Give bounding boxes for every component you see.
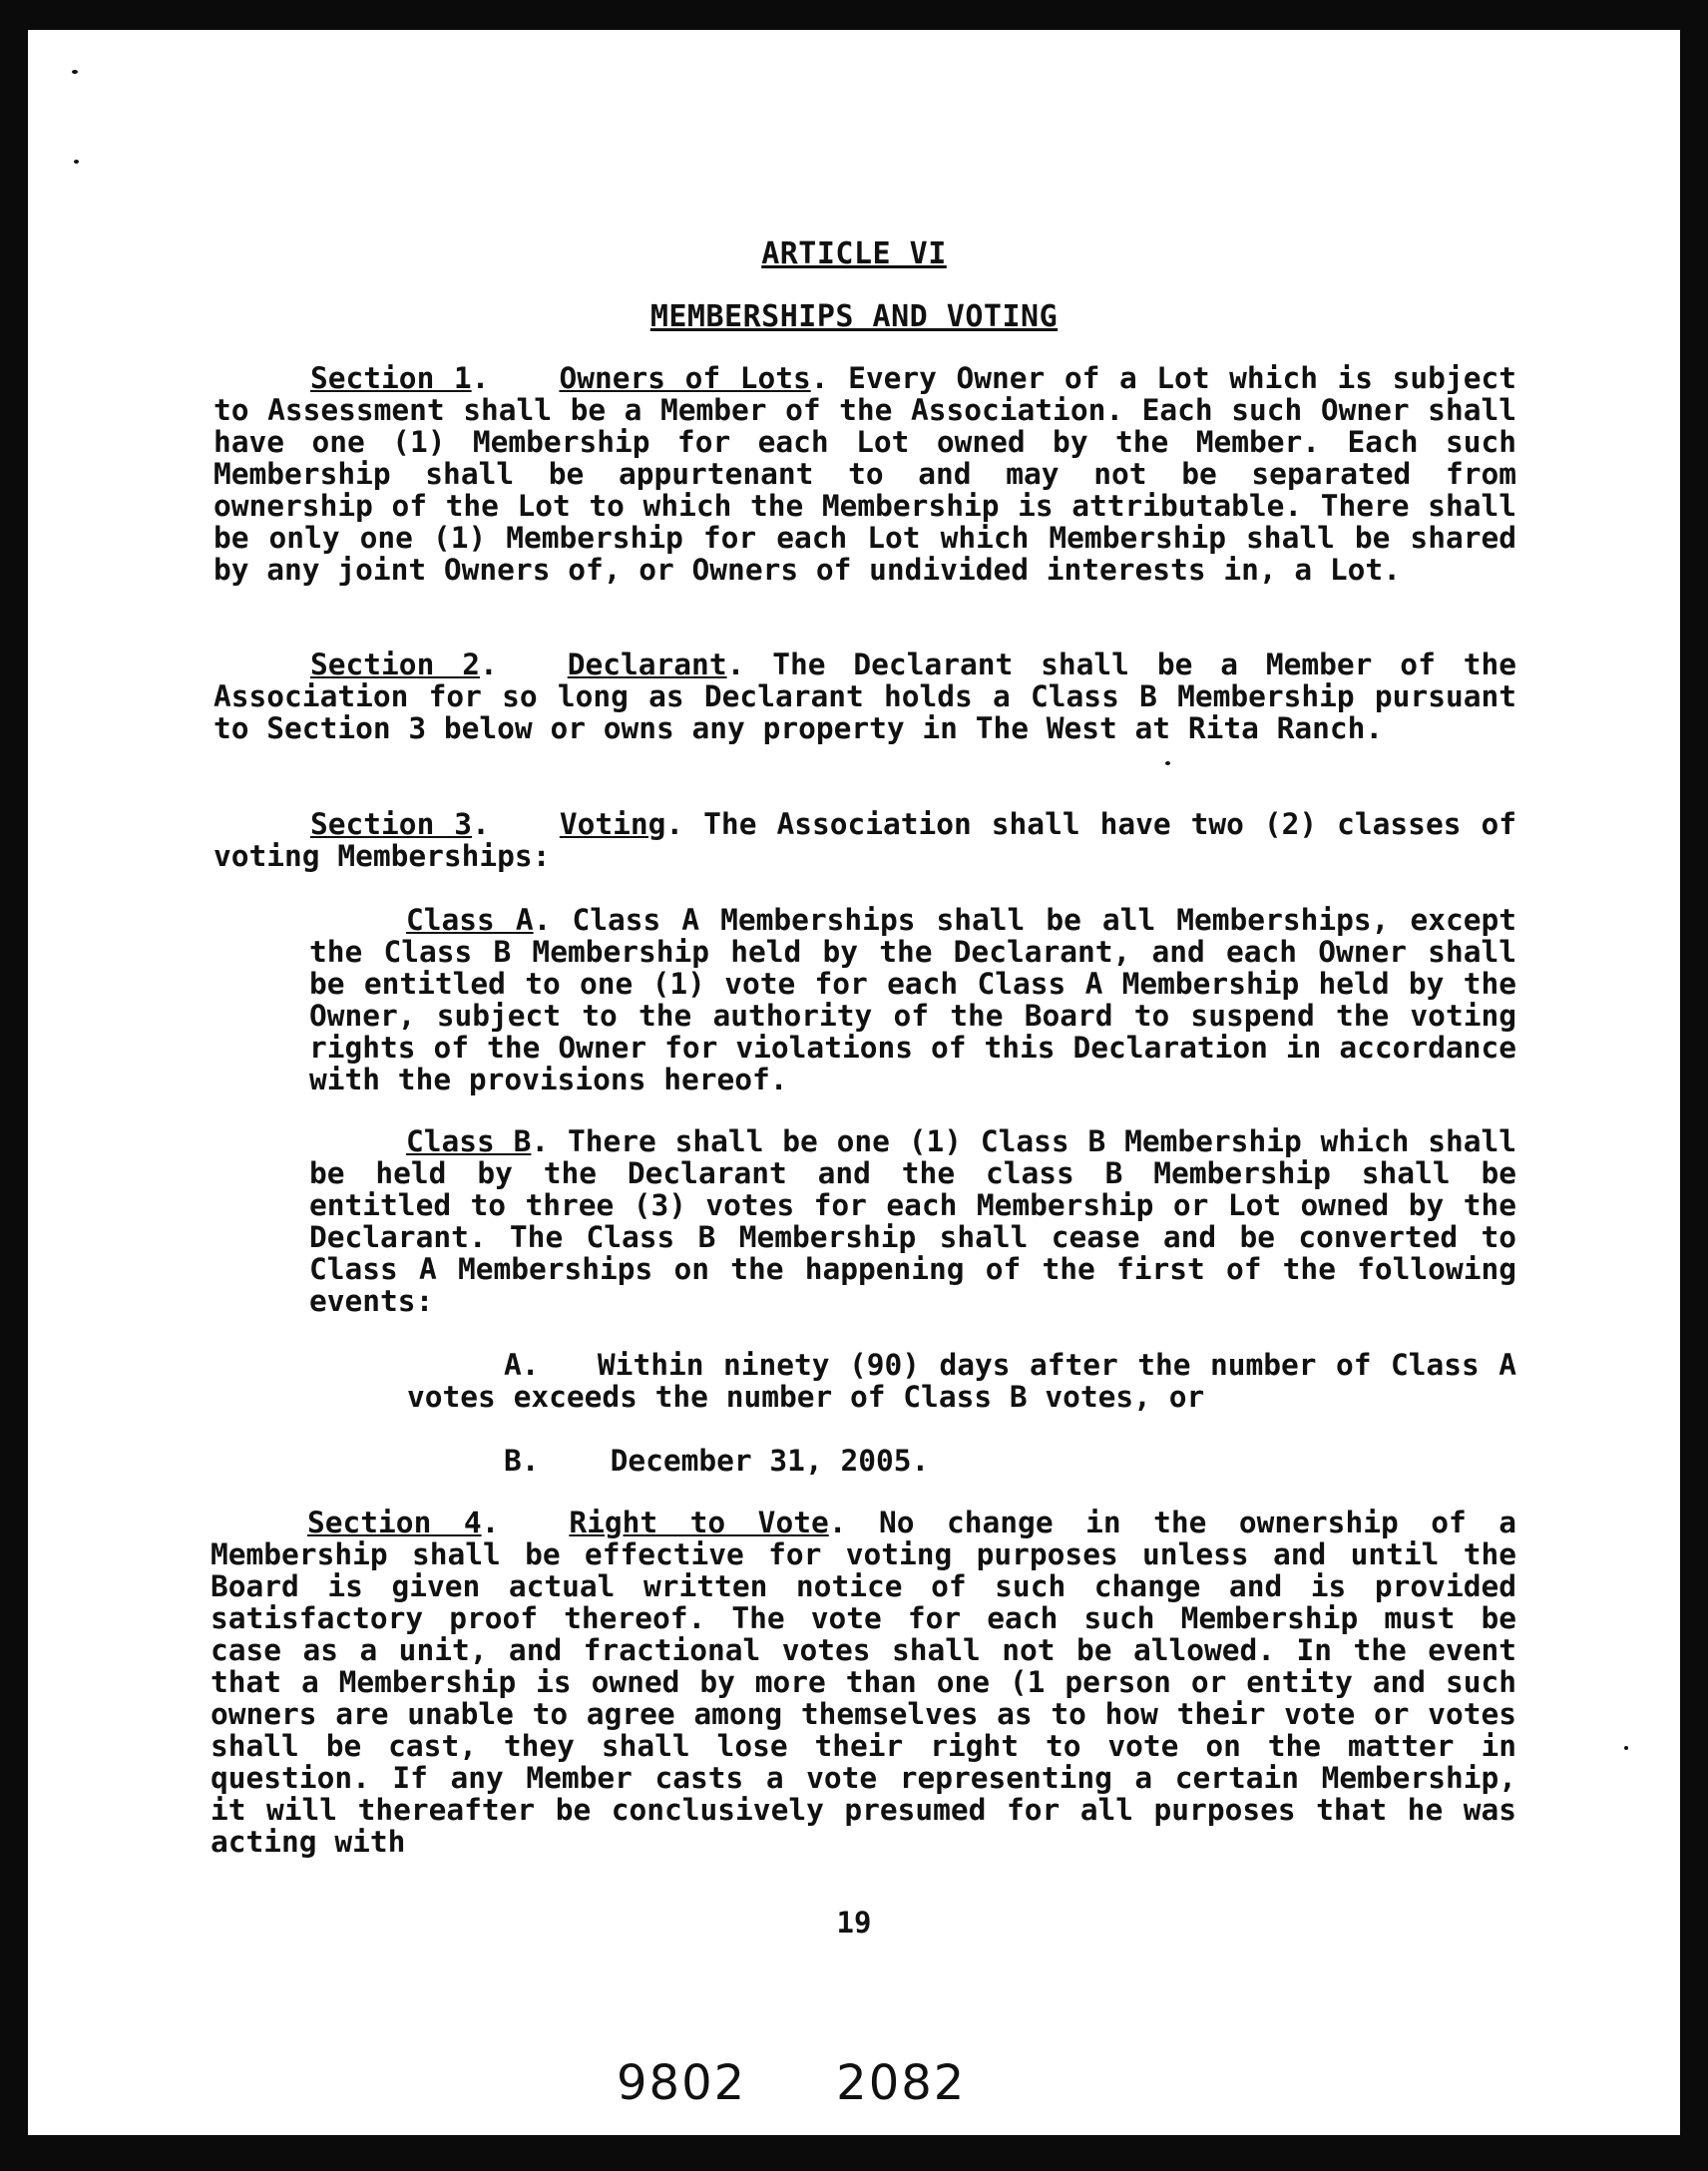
- class-a-paragraph: Class A. Class A Memberships shall be all Memberships, except the Class B Membership held by the Declarant, and each Owner shall be entitled to one (1) vote for each Class A Membership held by the Owner, subject to the authority of the Board to suspend the voting rights of the Owner for violations of this Declaration in accordance with the provisions hereof.: [309, 903, 1517, 1096]
- class-b-text: There shall be one (1) Class B Membership which shall be held by the Declarant and the class B Membership shall be entitled to three (3) votes for each Membership or Lot owned by the Declarant. The Class B Membership shall cease and be converted to Class A Memberships on the happening of the first of the following events:: [309, 1124, 1516, 1318]
- section-2-text: The Declarant shall be a Member of the Association for so long as Declarant holds a Class B Membership pursuant to Section 3 below or owns any property in The West at Rita Ranch.: [214, 648, 1516, 745]
- section-1-text: Every Owner of a Lot which is subject to Assessment shall be a Member of the Association. Each such Owner shall have one (1) Membership for each Lot owned by the Member. Each such Membership shall be appurtenant to and may not be separated from ownership of the Lot to which the Membership is attributable. There shall be only one (1) Membership for each Lot which Membership shall be shared by any joint Owners of, or Owners of undivided interests in, a Lot.: [214, 361, 1516, 587]
- item-b-label: B.: [504, 1444, 540, 1478]
- article-subtitle: MEMBERSHIPS AND VOTING: [649, 299, 1059, 334]
- item-b-text: December 31, 2005.: [610, 1444, 930, 1478]
- scan-speck: [1165, 761, 1170, 765]
- section-2: Section 2. Declarant. The Declarant shall be a Member of the Association for so long as Declarant holds a Class B Membership pursuant to Section 3 below or owns any property in The West at Rita Ranch.: [214, 648, 1516, 745]
- article-title: ARTICLE VI: [761, 236, 947, 271]
- event-item-a: [407, 1349, 1516, 1413]
- event-item-b: [504, 1445, 1516, 1477]
- section-3: Section 3. Voting. The Association shall have two (2) classes of voting Memberships:: [214, 807, 1516, 873]
- section-1-heading: Owners of Lots: [559, 361, 811, 395]
- class-b-label: Class B: [406, 1124, 532, 1158]
- document-number-left: 9802: [617, 2055, 747, 2111]
- class-a-text: Class A Memberships shall be all Memberships, except the Class B Membership held by the Declarant, and each Owner shall be entitled to one (1) vote for each Class A Membership held by the Owner, subject to the authority of the Board to suspend the voting rights of the Owner for violations of this Declaration in accordance with the provisions hereof.: [309, 903, 1517, 1096]
- document-number: [617, 2055, 966, 2111]
- class-a-label: Class A: [406, 903, 534, 937]
- document-number-right: 2082: [836, 2055, 967, 2111]
- scan-speck: [1624, 1746, 1628, 1750]
- section-1: Section 1. Owners of Lots. Every Owner of a Lot which is subject to Assessment shall be a Member of the Association. Each such Owner shall have one (1) Membership for each Lot owned by the Member. Each such Membership shall be appurtenant to and may not be separated from ownership of the Lot to which the Membership is attributable. There shall be only one (1) Membership for each Lot which Membership shall be shared by any joint Owners of, or Owners of undivided interests in, a Lot.: [214, 361, 1516, 587]
- item-a-label: A.: [504, 1348, 540, 1382]
- section-4: Section 4. Right to Vote. No change in the ownership of a Membership shall be effective for voting purposes unless and until the Board is given actual written notice of such change and is provided satisfactory proof thereof. The vote for each such Membership must be case as a unit, and fractional votes shall not be allowed. In the event that a Membership is owned by more than one (1 person or entity and such owners are unable to agree among themselves as to how their vote or votes shall be cast, they shall lose their right to vote on the matter in question. If any Member casts a vote representing a certain Membership, it will thereafter be conclusively presumed for all purposes that he was acting with: [211, 1506, 1517, 1859]
- scan-speck: [72, 70, 78, 74]
- scan-speck: [74, 160, 79, 164]
- section-3-heading: Voting: [559, 807, 666, 841]
- section-4-label: Section 4: [307, 1506, 482, 1539]
- section-2-heading: Declarant: [567, 648, 727, 681]
- section-1-label: Section 1: [310, 361, 472, 395]
- item-a-text: Within ninety (90) days after the number of Class A votes exceeds the number of Class B votes, or: [407, 1348, 1516, 1414]
- document-page: [28, 30, 1680, 2135]
- page-number: 19: [836, 1906, 872, 1940]
- class-b-paragraph: Class B. There shall be one (1) Class B Membership which shall be held by the Declarant and the class B Membership shall be entitled to three (3) votes for each Membership or Lot owned by the Declarant. The Class B Membership shall cease and be converted to Class A Memberships on the happening of the first of the following events:: [309, 1124, 1516, 1318]
- section-2-label: Section 2: [310, 648, 480, 681]
- section-3-label: Section 3: [310, 807, 473, 841]
- section-4-text: No change in the ownership of a Membership shall be effective for voting purposes unless and until the Board is given actual written notice of such change and is provided satisfactory proof thereof. The vote for each such Membership must be case as a unit, and fractional votes shall not be allowed. In the event that a Membership is owned by more than one (1 person or entity and such owners are unable to agree among themselves as to how their vote or votes shall be cast, they shall lose their right to vote on the matter in question. If any Member casts a vote representing a certain Membership, it will thereafter be conclusively presumed for all purposes that he was acting with: [211, 1506, 1517, 1859]
- section-3-text: The Association shall have two (2) classes of voting Memberships:: [214, 807, 1516, 873]
- section-4-heading: Right to Vote: [569, 1506, 829, 1539]
